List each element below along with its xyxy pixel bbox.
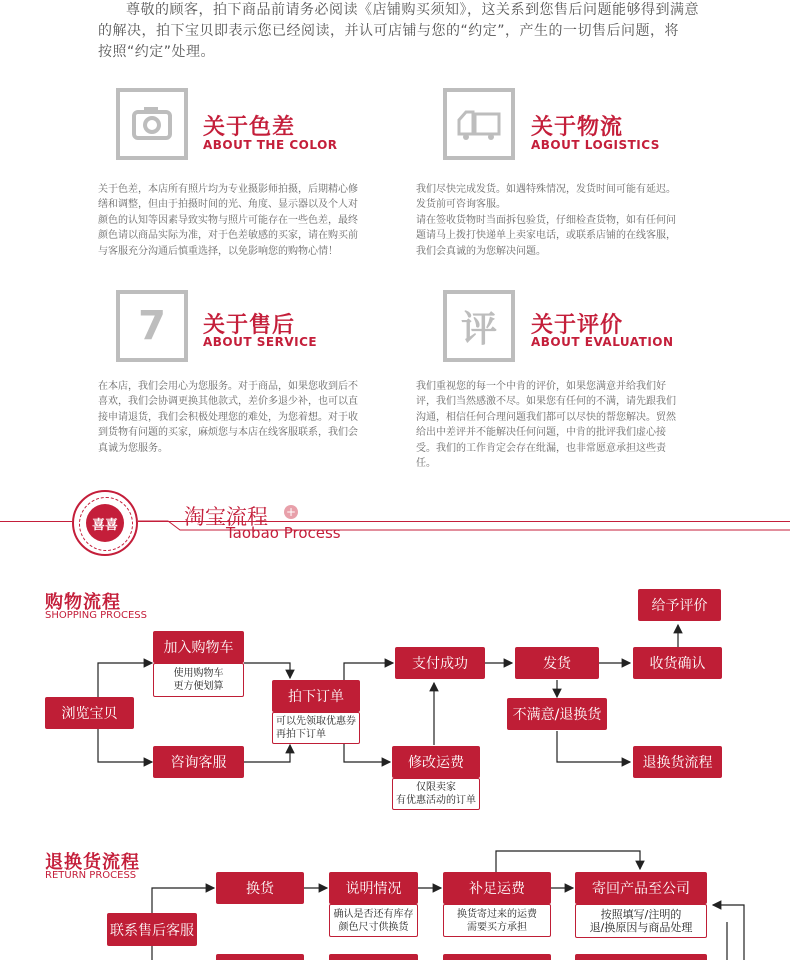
pay-button[interactable]: 支付成功 bbox=[395, 647, 485, 679]
color-text: 关于色差，本店所有照片均为专业摄影师拍摄，后期精心修缮和调整，但由于拍摄时间的光、角度、显示器以及个人对颜色的认知等因素导致实物与照片可能存在一些色差，最终颜色请以商品实际为准，对于色差敏感的买家，请在购买前与客服充分沟通后慎重选择，以免影响您的购物心情！ bbox=[98, 184, 358, 257]
sendback-note-line-1: 按照填写/注明的 bbox=[600, 908, 682, 921]
add-cart-note-line-2: 更方便划算 bbox=[173, 681, 224, 692]
return-step-box-1 bbox=[216, 954, 304, 960]
logistics-text-2: 请在签收货物时当面拆包验货，仔细检查货物，如有任何问题请马上拨打快递单上卖家电话，或联系店铺的在线客服，我们会真诚的为您解决问题。 bbox=[416, 214, 676, 257]
contact-service-button[interactable]: 联系售后客服 bbox=[107, 913, 197, 946]
return-step-box-2 bbox=[329, 954, 418, 960]
modify-note-line-1: 仅限卖家 bbox=[416, 782, 456, 793]
returns-subtitle: RETURN PROCESS bbox=[45, 870, 137, 881]
logistics-title: 关于物流 bbox=[531, 115, 624, 140]
exchange-button[interactable]: 换货 bbox=[216, 872, 304, 904]
notice-line-3: 按照“约定”处理。 bbox=[98, 44, 216, 60]
receive-button[interactable]: 收货确认 bbox=[633, 647, 722, 679]
topup-note-line-2: 需要买方承担 bbox=[467, 921, 527, 933]
service-icon-glyph: 7 bbox=[138, 303, 166, 349]
return-flow-button[interactable]: 退换货流程 bbox=[633, 746, 722, 778]
topup-note bbox=[443, 904, 551, 937]
service-subtitle: ABOUT SERVICE bbox=[203, 335, 318, 349]
evaluation-subtitle: ABOUT EVALUATION bbox=[531, 335, 674, 349]
modify-note-line-2: 有优惠活动的订单 bbox=[396, 795, 476, 806]
order-note-line-1: 可以先领取优惠券 bbox=[276, 716, 356, 727]
modify-button[interactable]: 修改运费 bbox=[392, 746, 480, 778]
explain-button[interactable]: 说明情况 bbox=[329, 872, 418, 904]
order-note-line-2: 再拍下订单 bbox=[276, 729, 326, 740]
color-title: 关于色差 bbox=[203, 115, 296, 140]
returns-title: 退换货流程 bbox=[45, 852, 140, 873]
explain-note bbox=[329, 904, 418, 937]
consult-button[interactable]: 咨询客服 bbox=[153, 746, 244, 778]
ship-button[interactable]: 发货 bbox=[515, 647, 599, 679]
taobao-subtitle: Taobao Process bbox=[226, 524, 341, 542]
add-cart-button[interactable]: 加入购物车 bbox=[153, 631, 244, 663]
return-step-box-4 bbox=[575, 954, 707, 960]
explain-note-line-2: 颜色尺寸供换货 bbox=[338, 921, 409, 933]
service-title: 关于售后 bbox=[203, 313, 296, 338]
shopping-title: 购物流程 bbox=[45, 592, 121, 613]
logistics-text-1: 我们尽快完成发货。如遇特殊情况，发货时间可能有延迟。发货前可咨询客服。 bbox=[416, 184, 676, 211]
logistics-subtitle: ABOUT LOGISTICS bbox=[531, 138, 660, 152]
review-button[interactable]: 给予评价 bbox=[638, 589, 721, 621]
unsatisfied-button[interactable]: 不满意/退换货 bbox=[507, 698, 607, 730]
evaluation-title: 关于评价 bbox=[531, 313, 624, 338]
sendback-note bbox=[575, 904, 707, 938]
service-text: 在本店，我们会用心为您服务。对于商品，如果您收到后不喜欢，我们会协调更换其他款式，差价多退少补，也可以直接申请退货，我们会积极处理您的难处，为您着想。对于收到货物有问题的买家，麻烦您与本店在线客服联系，我们会真诚为您服务。 bbox=[98, 381, 358, 454]
sendback-button[interactable]: 寄回产品至公司 bbox=[575, 872, 707, 904]
notice-line-1: 尊敬的顾客，拍下商品前请务必阅读《店铺购买须知》，这关系到您售后问题能够得到满意 bbox=[126, 2, 699, 18]
color-subtitle: ABOUT THE COLOR bbox=[203, 138, 338, 152]
evaluation-icon-glyph: 评 bbox=[460, 308, 497, 350]
evaluation-text: 我们重视您的每一个中肯的评价，如果您满意并给我们好评，我们当然感激不尽。如果您有任何的不满，请先跟我们沟通，相信任何合理问题我们都可以尽快的帮您解决。贸然给出中差评并不能解决任何问题，中肯的批评我们虚心接受。我们的工作肯定会存在纰漏，也非常愿意承担这些责任。 bbox=[416, 381, 676, 470]
add-cart-note-line-1: 使用购物车 bbox=[173, 668, 224, 679]
seal-logo-inner: 喜喜 bbox=[86, 504, 124, 542]
explain-note-line-1: 确认是否还有库存 bbox=[333, 908, 414, 920]
plus-icon: + bbox=[285, 505, 297, 519]
sendback-note-line-2: 退/换原因与商品处理 bbox=[589, 921, 693, 934]
browse-button[interactable]: 浏览宝贝 bbox=[45, 697, 134, 729]
notice-line-2: 的解决，拍下宝贝即表示您已经阅读，并认可店铺与您的“约定”，产生的一切售后问题，将 bbox=[98, 23, 680, 39]
topup-note-line-1: 换货寄过来的运费 bbox=[457, 908, 537, 920]
topup-button[interactable]: 补足运费 bbox=[443, 872, 551, 904]
taobao-title: 淘宝流程 bbox=[184, 505, 268, 529]
shopping-subtitle: SHOPPING PROCESS bbox=[45, 610, 148, 621]
order-button[interactable]: 拍下订单 bbox=[272, 680, 360, 712]
return-step-box-3 bbox=[443, 954, 551, 960]
